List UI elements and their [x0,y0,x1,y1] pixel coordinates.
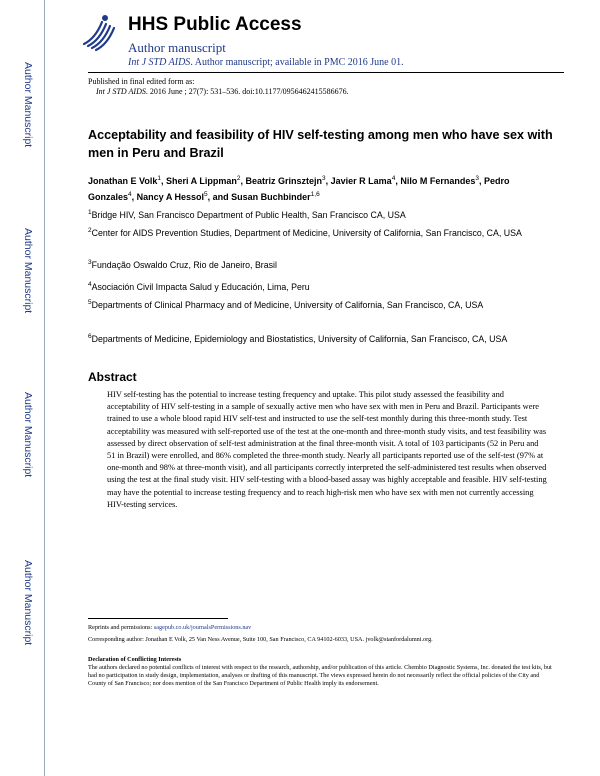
article-title: Acceptability and feasibility of HIV self-testing among men who have sex with men in Peru and Brazil [88,128,553,160]
affiliation-number: 4 [88,281,92,288]
affiliation-text: Bridge HIV, San Francisco Department of Public Health, San Francisco CA, USA [91,209,406,220]
hhs-eagle-logo-icon [78,10,118,52]
author-separator: , [478,176,484,186]
author-separator: , [240,176,246,186]
published-label: Published in final edited form as: [88,77,195,86]
affiliation-5 [88,296,558,312]
author-name: Susan Buchbinder [231,192,311,202]
sidebar-label: Author Manuscript [22,62,34,148]
journal-abbrev: Int J STD AIDS [128,57,191,68]
conflict-heading-text: Declaration of Conflicting Interests [88,656,182,663]
author-list [88,172,558,204]
conflict-statement: The authors declared no potential conflicts of interest with respect to the research, authorship, and/or publication of this article. Chembio Diagnostic Systems, Inc. donated the test kits, but had no participation in study design, implementation, analyses or drafting of this manuscript. The views expressed herein do not necessarily reflect the official policies of the City and County of San Francisco; nor does mention of the San Francisco Department of Public Health imply its endorsement. [88,664,552,687]
affiliation-4 [88,278,558,294]
author-name: Nancy A Hessol [136,192,205,202]
reprints-note [88,624,558,632]
author-name: Pedro Gonzales [88,176,510,202]
author-affiliation-ref: 4 [128,191,132,198]
author-affiliation-ref: 2 [236,175,241,182]
affiliation-number: 5 [88,299,92,306]
author-affiliation-ref: 1 [157,175,161,182]
affiliation-number: 6 [88,333,92,340]
affiliation-text: Center for AIDS Prevention Studies, Department of Medicine, University of California, San Francisco, CA, USA [91,227,522,238]
author-affiliation-ref: 3 [322,175,326,182]
abstract-text: HIV self-testing has the potential to increase testing frequency and uptake. This pilot study assessed the feasibility and acceptability of HIV self-testing in a sample of sexually active men who have sex with men in Peru and Brazil. Participants were trained to use a whole blood rapid HIV self-test and instructed to use the self-test monthly during this three-month study. Test acceptability was measured with self-reported use of the test at the one-month and three-month study visits, and test feasibility was assessed by direct observation of self-test administration at the final three-month visit. A total of 103 participants (52 in Peru and 51 in Brazil) were enrolled, and 86% completed the three-month study. Nearly all participants reported use of the self-test (97% at one-month and 98% at three-month visit), and all participants correctly interpreted the self-administered test results when observed using the test at the final study visit. HIV self-testing with a blood-based assay was highly acceptable and feasible. HIV self-testing may have the potential to increase testing frequency and to reach high-risk men who have sex with men not currently accessing HIV-testing services. [107,390,547,509]
author-name: Jonathan E Volk [88,176,158,186]
author-separator: , [395,176,401,186]
sidebar-label: Author Manuscript [22,392,34,478]
journal-note: . Author manuscript; available in PMC 2016 June 01. [190,57,404,68]
corresponding-author-note: Corresponding author: Jonathan E Volk, 25 Van Ness Avenue, Suite 100, San Francisco, CA 94102-6033, USA. jvolk@stanfordalumni.org. [88,636,433,643]
journal-availability-line [128,57,404,68]
affiliation-1 [88,206,558,222]
author-separator: , and [207,192,232,202]
citation-details: . 2016 June ; 27(7): 531–536. doi:10.1177/0956462415586676. [145,87,349,96]
reprints-label: Reprints and permissions: [88,624,154,631]
affiliation-2 [88,224,558,240]
header-divider [88,72,564,73]
author-manuscript-sidebar [0,0,45,776]
author-affiliation-ref: 3 [475,175,479,182]
author-affiliation-ref: 5 [204,191,208,198]
author-separator: , [131,192,137,202]
author-affiliation-ref: 4 [391,175,396,182]
author-name: Nilo M Fernandes [400,176,476,186]
author-separator: , [160,176,166,186]
affiliation-text: Fundação Oswaldo Cruz, Rio de Janeiro, Brasil [91,259,277,270]
footnote-rule [88,618,228,619]
author-manuscript-subtitle: Author manuscript [128,40,226,55]
affiliation-3 [88,256,558,272]
citation-line [96,87,349,96]
affiliation-number: 2 [88,227,92,234]
author-affiliation-ref: 1,6 [310,191,320,198]
author-separator: , [325,176,331,186]
affiliation-number: 3 [88,259,92,266]
conflict-heading [88,656,558,664]
affiliation-text: Asociación Civil Impacta Salud y Educación, Lima, Peru [91,281,310,292]
hhs-public-access-title: HHS Public Access [128,14,302,35]
affiliation-text: Departments of Clinical Pharmacy and of Medicine, University of California, San Francisco, CA, USA [91,299,484,310]
author-name: Beatriz Grinsztejn [245,176,323,186]
author-name: Sheri A Lippman [166,176,237,186]
author-name: Javier R Lama [330,176,392,186]
reprints-link[interactable]: sagepub.co.uk/journalsPermissions.nav [153,624,252,631]
citation-journal: Int J STD AIDS [96,87,146,96]
sidebar-label: Author Manuscript [22,560,34,646]
sidebar-label: Author Manuscript [22,228,34,314]
affiliation-6 [88,330,558,346]
affiliation-number: 1 [88,209,92,216]
affiliation-text: Departments of Medicine, Epidemiology and Biostatistics, University of California, San Francisco, CA, USA [91,333,508,344]
abstract-heading: Abstract [88,370,137,384]
